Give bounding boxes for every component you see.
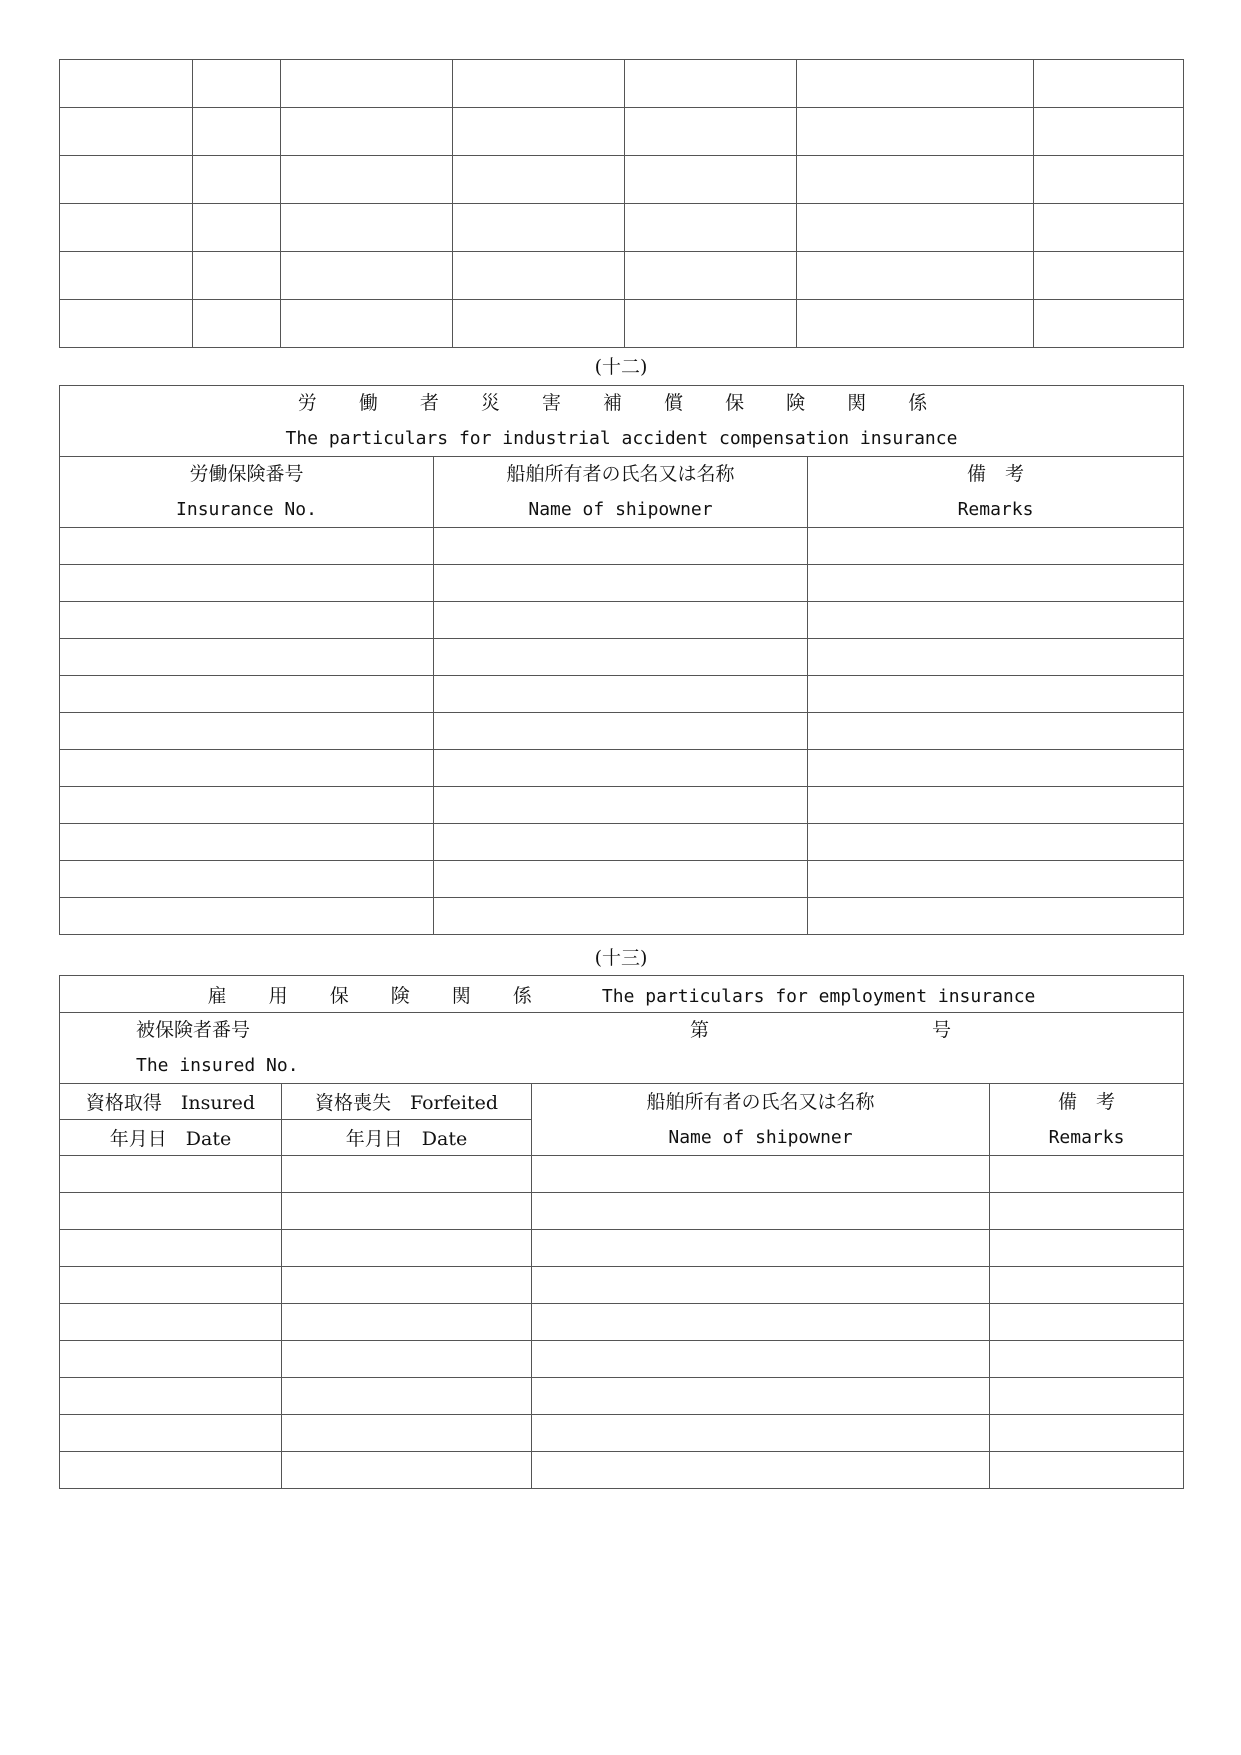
blank-cell[interactable] (60, 750, 434, 787)
section13-title-en: The particulars for employment insurance (601, 985, 1036, 1007)
blank-cell[interactable] (60, 787, 434, 824)
blank-cell[interactable] (532, 1267, 990, 1304)
blank-cell[interactable] (453, 252, 625, 300)
blank-cell[interactable] (532, 1452, 990, 1489)
blank-cell[interactable] (60, 1341, 282, 1378)
blank-cell[interactable] (808, 750, 1184, 787)
blank-cell[interactable] (808, 787, 1184, 824)
header-bottom: 年月日 Date (345, 1128, 468, 1150)
header-en: Remarks (957, 499, 1034, 520)
insured-label-jp: 被保険者番号 (136, 1019, 251, 1041)
blank-cell[interactable] (1034, 156, 1184, 204)
blank-cell[interactable] (193, 60, 281, 108)
blank-cell[interactable] (282, 1341, 532, 1378)
table-row (60, 898, 1184, 935)
blank-cell[interactable] (282, 1193, 532, 1230)
blank-cell[interactable] (281, 204, 453, 252)
top-blank-grid (59, 59, 1184, 348)
blank-cell[interactable] (434, 750, 808, 787)
table-row (60, 676, 1184, 713)
employment-insurance-table (59, 975, 1184, 1489)
blank-cell[interactable] (60, 300, 193, 348)
blank-cell[interactable] (282, 1415, 532, 1452)
blank-cell[interactable] (193, 252, 281, 300)
blank-cell[interactable] (60, 60, 193, 108)
blank-cell[interactable] (625, 252, 797, 300)
blank-cell[interactable] (193, 156, 281, 204)
header-remarks (990, 1084, 1184, 1156)
blank-cell[interactable] (453, 108, 625, 156)
table-row (60, 1378, 1184, 1415)
blank-cell[interactable] (281, 156, 453, 204)
blank-cell[interactable] (808, 565, 1184, 602)
blank-cell[interactable] (434, 787, 808, 824)
blank-cell[interactable] (434, 861, 808, 898)
table-row (60, 108, 1184, 156)
blank-cell[interactable] (434, 676, 808, 713)
section12-title-en: The particulars for industrial accident compensation insurance (285, 428, 958, 449)
blank-cell[interactable] (60, 204, 193, 252)
blank-cell[interactable] (434, 602, 808, 639)
header-jp: 労働保険番号 (189, 463, 304, 485)
header-jp: 備 考 (1058, 1090, 1116, 1113)
blank-cell[interactable] (193, 204, 281, 252)
blank-cell[interactable] (797, 156, 1034, 204)
blank-cell[interactable] (532, 1193, 990, 1230)
blank-cell[interactable] (808, 824, 1184, 861)
blank-cell[interactable] (532, 1378, 990, 1415)
blank-cell[interactable] (797, 108, 1034, 156)
blank-cell[interactable] (990, 1156, 1184, 1193)
table-row (60, 1452, 1184, 1489)
blank-cell[interactable] (281, 252, 453, 300)
blank-cell[interactable] (434, 565, 808, 602)
blank-cell[interactable] (453, 60, 625, 108)
blank-cell[interactable] (60, 156, 193, 204)
table-row (60, 861, 1184, 898)
blank-cell[interactable] (808, 639, 1184, 676)
blank-cell[interactable] (808, 861, 1184, 898)
number-suffix: 号 (932, 1019, 952, 1041)
blank-cell[interactable] (453, 156, 625, 204)
blank-cell[interactable] (797, 252, 1034, 300)
header-jp: 船舶所有者の氏名又は名称 (506, 463, 735, 485)
blank-cell[interactable] (532, 1341, 990, 1378)
blank-cell[interactable] (434, 898, 808, 935)
blank-cell[interactable] (281, 300, 453, 348)
header-en: Remarks (1048, 1126, 1125, 1148)
blank-cell[interactable] (808, 713, 1184, 750)
blank-cell[interactable] (60, 1230, 282, 1267)
blank-cell[interactable] (1034, 204, 1184, 252)
table-row (60, 1156, 1184, 1193)
table-row (60, 60, 1184, 108)
blank-cell[interactable] (60, 1304, 282, 1341)
blank-cell[interactable] (797, 204, 1034, 252)
industrial-accident-insurance-table (59, 385, 1184, 935)
blank-cell[interactable] (990, 1267, 1184, 1304)
blank-cell[interactable] (60, 565, 434, 602)
blank-cell[interactable] (808, 602, 1184, 639)
blank-cell[interactable] (60, 528, 434, 565)
table-row (60, 713, 1184, 750)
blank-cell[interactable] (281, 108, 453, 156)
blank-cell[interactable] (282, 1156, 532, 1193)
blank-cell[interactable] (60, 1378, 282, 1415)
header-en: Name of shipowner (528, 499, 713, 520)
section12-caption: (十二) (594, 356, 648, 378)
blank-cell[interactable] (625, 60, 797, 108)
blank-cell[interactable] (453, 204, 625, 252)
blank-cell[interactable] (60, 1193, 282, 1230)
blank-cell[interactable] (60, 676, 434, 713)
header-en: Name of shipowner (668, 1126, 853, 1148)
blank-cell[interactable] (797, 300, 1034, 348)
table-row (60, 824, 1184, 861)
header-acquired-date (60, 1120, 282, 1156)
blank-cell[interactable] (60, 898, 434, 935)
header-acquired (60, 1084, 282, 1120)
table-row (60, 204, 1184, 252)
table-row (60, 1415, 1184, 1452)
header-jp: 備 考 (966, 463, 1024, 485)
blank-cell[interactable] (990, 1378, 1184, 1415)
blank-cell[interactable] (193, 108, 281, 156)
table-row (60, 1267, 1184, 1304)
number-prefix: 第 (690, 1019, 710, 1041)
section12-title (60, 386, 1184, 457)
blank-cell[interactable] (1034, 60, 1184, 108)
table-row (60, 1304, 1184, 1341)
blank-cell[interactable] (60, 824, 434, 861)
section12-title-jp: 労 働 者 災 害 補 償 保 険 関 係 (297, 392, 946, 414)
table-row (60, 156, 1184, 204)
blank-cell[interactable] (532, 1304, 990, 1341)
blank-cell[interactable] (60, 1267, 282, 1304)
table-row (60, 1193, 1184, 1230)
table-row (60, 300, 1184, 348)
blank-cell[interactable] (193, 300, 281, 348)
insured-number-row (60, 1013, 1184, 1084)
blank-cell[interactable] (990, 1452, 1184, 1489)
header-top: 資格取得 Insured (85, 1092, 256, 1114)
section13-title (60, 976, 1184, 1013)
table-row (60, 252, 1184, 300)
table-row (60, 750, 1184, 787)
blank-cell[interactable] (434, 528, 808, 565)
blank-cell[interactable] (282, 1230, 532, 1267)
blank-cell[interactable] (797, 60, 1034, 108)
table-row (60, 787, 1184, 824)
blank-cell[interactable] (808, 676, 1184, 713)
blank-cell[interactable] (990, 1230, 1184, 1267)
blank-cell[interactable] (282, 1267, 532, 1304)
blank-cell[interactable] (532, 1156, 990, 1193)
section13-title-jp: 雇 用 保 険 関 係 (207, 984, 550, 1007)
blank-cell[interactable] (60, 1452, 282, 1489)
blank-cell[interactable] (990, 1304, 1184, 1341)
blank-cell[interactable] (990, 1341, 1184, 1378)
blank-cell[interactable] (434, 824, 808, 861)
blank-cell[interactable] (60, 602, 434, 639)
blank-cell[interactable] (60, 108, 193, 156)
header-en: Insurance No. (176, 499, 317, 520)
header-jp: 船舶所有者の氏名又は名称 (646, 1090, 875, 1113)
header-forfeited (282, 1084, 532, 1120)
blank-cell[interactable] (808, 898, 1184, 935)
insured-label-en: The insured No. (136, 1055, 299, 1076)
table-row (60, 1341, 1184, 1378)
blank-cell[interactable] (453, 300, 625, 348)
blank-cell[interactable] (281, 60, 453, 108)
table-row (60, 1230, 1184, 1267)
blank-cell[interactable] (282, 1304, 532, 1341)
header-top: 資格喪失 Forfeited (314, 1092, 499, 1114)
blank-cell[interactable] (282, 1452, 532, 1489)
blank-cell[interactable] (990, 1193, 1184, 1230)
blank-cell[interactable] (434, 713, 808, 750)
blank-cell[interactable] (625, 300, 797, 348)
table-row (60, 528, 1184, 565)
blank-cell[interactable] (625, 156, 797, 204)
blank-cell[interactable] (1034, 252, 1184, 300)
blank-cell[interactable] (532, 1415, 990, 1452)
header-forfeited-date (282, 1120, 532, 1156)
blank-cell[interactable] (282, 1378, 532, 1415)
blank-cell[interactable] (1034, 108, 1184, 156)
blank-cell[interactable] (60, 1415, 282, 1452)
blank-cell[interactable] (60, 1156, 282, 1193)
table-row (60, 639, 1184, 676)
blank-cell[interactable] (60, 861, 434, 898)
blank-cell[interactable] (625, 204, 797, 252)
blank-cell[interactable] (60, 252, 193, 300)
header-remarks (808, 457, 1184, 528)
table-row (60, 602, 1184, 639)
section13-caption: (十三) (594, 947, 648, 969)
header-shipowner (532, 1084, 990, 1156)
blank-cell[interactable] (625, 108, 797, 156)
header-insurance-no (60, 457, 434, 528)
blank-cell[interactable] (532, 1230, 990, 1267)
table-row (60, 565, 1184, 602)
blank-cell[interactable] (1034, 300, 1184, 348)
blank-cell[interactable] (434, 639, 808, 676)
header-shipowner (434, 457, 808, 528)
blank-cell[interactable] (60, 639, 434, 676)
header-bottom: 年月日 Date (109, 1128, 232, 1150)
blank-cell[interactable] (60, 713, 434, 750)
blank-cell[interactable] (808, 528, 1184, 565)
blank-cell[interactable] (990, 1415, 1184, 1452)
